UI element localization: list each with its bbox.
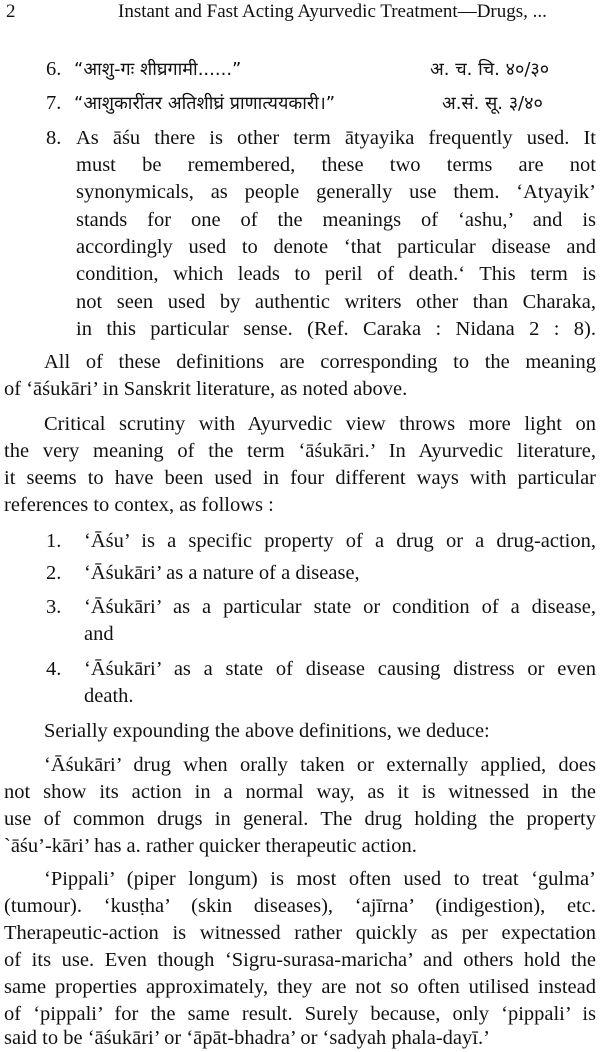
text-line: must be remembered, these two terms are not: [76, 154, 596, 176]
text-line: in this particular sense. (Ref. Caraka : Nidana 2 : 8).: [76, 318, 596, 340]
text-line: `āśu’-kāri’ has a. rather quicker therapeutic action.: [4, 835, 417, 857]
running-title: Instant and Fast Acting Ayurvedic Treatment—Drugs, ...: [118, 1, 547, 22]
verse-reference: अ.सं. सू. ३/४०: [442, 93, 543, 114]
text-line: said to be ‘āśukāri’ or ‘āpāt-bhadra’ or ‘sadyah phala-dayī.’: [4, 1027, 490, 1049]
item-number: 1.: [46, 530, 62, 552]
item-number: 7.: [46, 92, 62, 114]
list-item-text: death.: [84, 685, 134, 707]
item-number: 6.: [46, 58, 62, 80]
page-number: 2: [6, 1, 16, 22]
text-line: As āśu there is other term ātyayika frequently used. It: [76, 127, 596, 149]
text-line: same properties approximately, they are not so often utilised instead: [4, 976, 596, 998]
text-line: the very meaning of the term ‘āśukāri.’ In Ayurvedic literature,: [4, 440, 596, 462]
text-line: of ‘āśukāri’ in Sanskrit literature, as noted above.: [4, 378, 408, 400]
text-line: Critical scrutiny with Ayurvedic view throws more light on: [44, 413, 596, 435]
item-number: 4.: [46, 658, 62, 680]
text-line: ‘Āśukāri’ drug when orally taken or externally applied, does: [44, 754, 596, 776]
item-number: 3.: [46, 596, 62, 618]
sanskrit-quote: “आशु-गः शीघ्रगामी......”: [74, 59, 242, 80]
list-item-text: ‘Āśu’ is a specific property of a drug or a drug-action,: [84, 530, 596, 552]
text-line: it seems to have been used in four different ways with particular: [4, 467, 596, 489]
item-number: 2.: [46, 562, 62, 584]
list-item-text: ‘Āśukāri’ as a particular state or condition of a disease,: [84, 596, 596, 618]
text-line: Therapeutic-action is witnessed rather quickly as per expectation: [4, 922, 596, 944]
text-line: of its use. Even though ‘Sigru-surasa-maricha’ and others hold the: [4, 949, 596, 971]
list-item-text: and: [84, 623, 114, 645]
paragraph-3: Serially expounding the above definitions, we deduce:: [44, 720, 490, 742]
text-line: condition, which leads to peril of death.‘ This term is: [76, 263, 596, 285]
page-header: [6, 0, 592, 26]
list-item-text: ‘Āśukāri’ as a state of disease causing distress or even: [84, 658, 596, 680]
text-line: use of common drugs in general. The drug holding the property: [4, 808, 596, 830]
text-line: synonymicals, as people generally use them. ‘Atyayik’: [76, 181, 596, 203]
sanskrit-quote: “आशुकारींतर अतिशीघ्रं प्राणात्ययकारी।”: [74, 93, 336, 114]
text-line: stands for one of the meanings of ‘ashu,’ and is: [76, 209, 596, 231]
text-line: of ‘pippali’ for the same result. Surely because, only ‘pippali’ is: [4, 1003, 596, 1025]
item-number: 8.: [46, 127, 62, 149]
text-line: not show its action in a normal way, as it is witnessed in the: [4, 781, 596, 803]
text-line: ‘Pippali’ (piper longum) is most often used to treat ‘gulma’: [44, 868, 596, 890]
text-line: (tumour). ‘kusṭha’ (skin diseases), ‘ajīrna’ (indigestion), etc.: [4, 895, 596, 917]
text-line: All of these definitions are corresponding to the meaning: [44, 351, 596, 373]
text-line: accordingly used to denote ‘that particular disease and: [76, 236, 596, 258]
text-line: references to contex, as follows :: [4, 494, 274, 516]
text-line: not seen used by authentic writers other than Charaka,: [76, 291, 596, 313]
list-item-text: ‘Āśukāri’ as a nature of a disease,: [84, 562, 360, 584]
verse-reference: अ. च. चि. ४०/३०: [430, 59, 550, 80]
